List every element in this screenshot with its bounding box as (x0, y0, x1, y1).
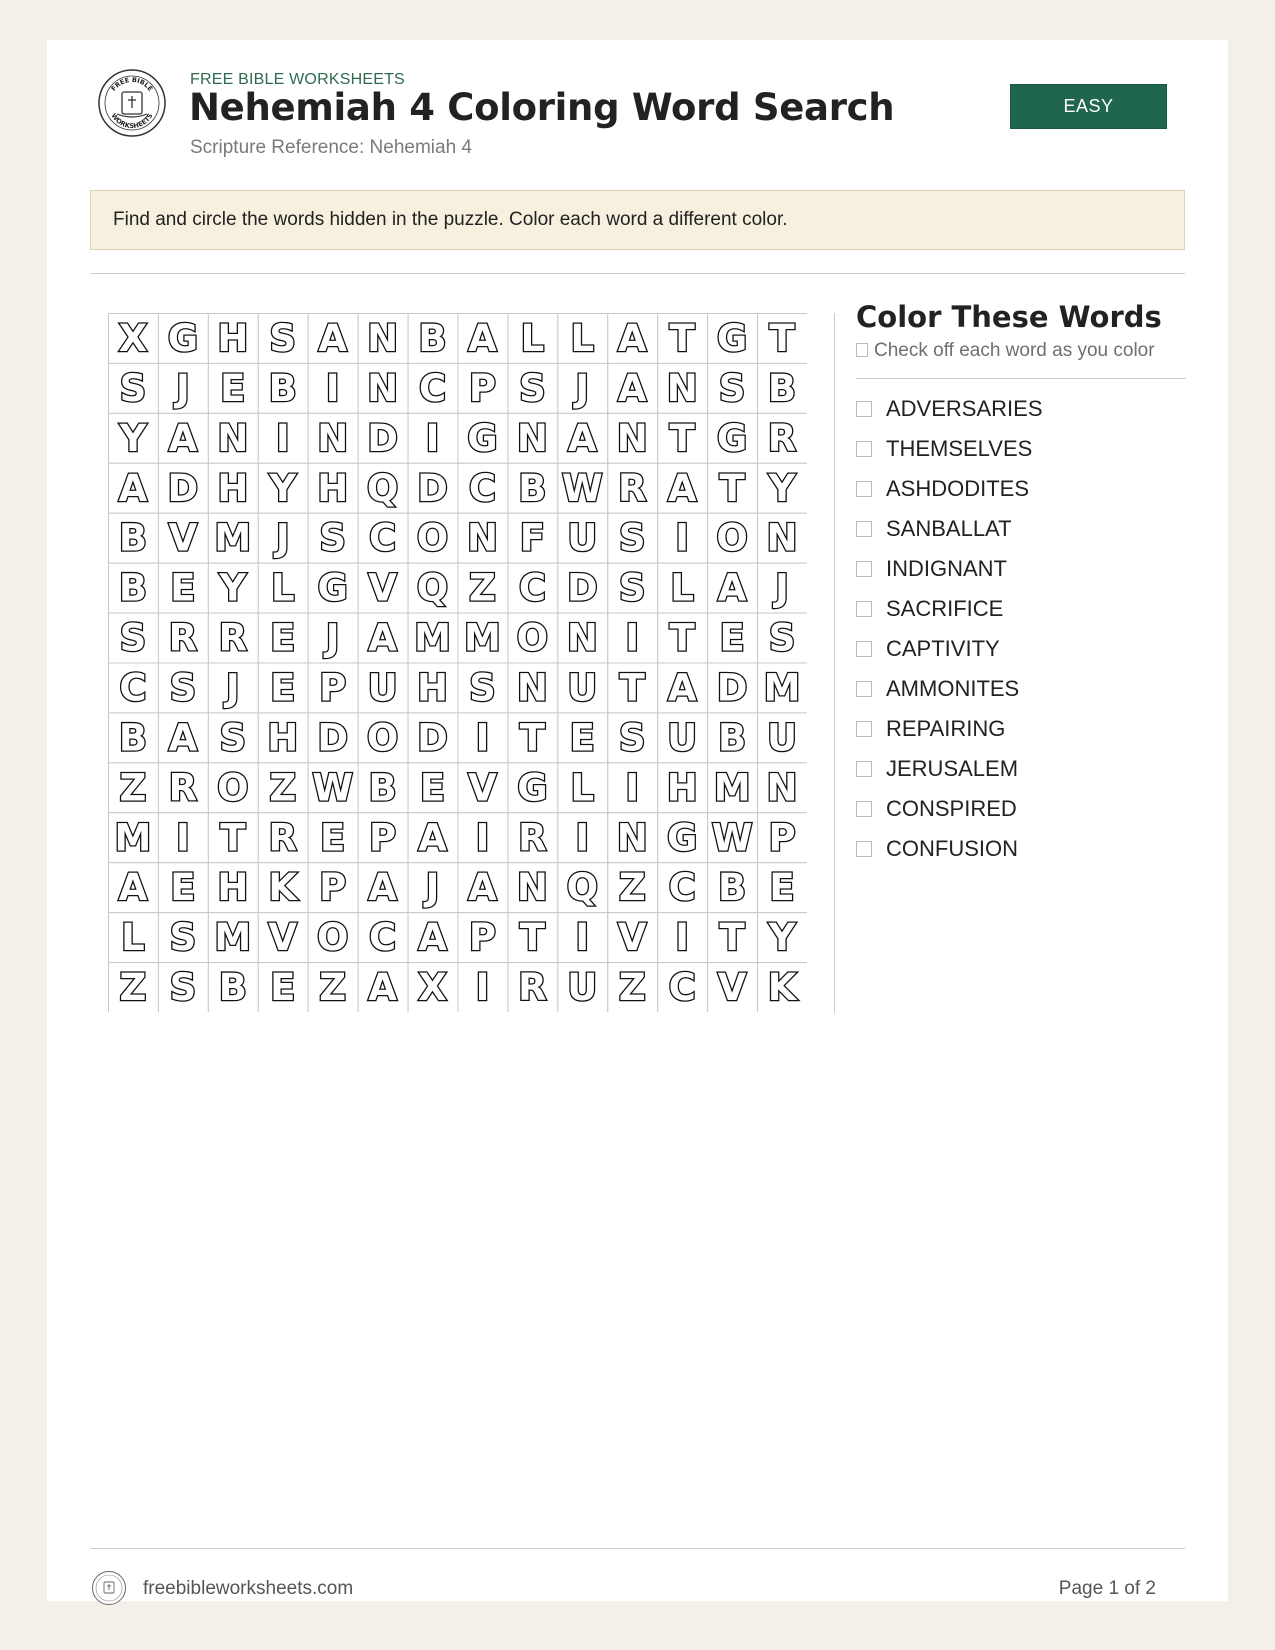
grid-letter: P (768, 816, 796, 860)
grid-letter: B (268, 366, 297, 410)
footer-logo-icon (91, 1570, 127, 1606)
grid-letter: N (317, 416, 349, 460)
grid-letter: O (316, 916, 349, 960)
grid-letter: S (618, 516, 646, 560)
grid-letter: S (169, 666, 197, 710)
grid-letter: G (467, 416, 498, 460)
grid-letter: I (325, 366, 340, 410)
word-item[interactable] (856, 469, 1186, 509)
grid-letter: S (119, 616, 147, 660)
grid-letter: A (717, 566, 747, 610)
grid-letter: P (369, 816, 397, 860)
instructions-box: Find and circle the words hidden in the puzzle. Color each word a different color. (90, 190, 1185, 250)
grid-letter: C (468, 466, 497, 510)
grid-letter: N (766, 516, 798, 560)
grid-letter: W (312, 766, 354, 810)
grid-letter: U (367, 666, 398, 710)
grid-letter: E (170, 566, 196, 610)
grid-letter: I (575, 816, 590, 860)
grid-letter: I (275, 416, 290, 460)
word-list-panel (856, 300, 1186, 869)
difficulty-badge: EASY (1010, 84, 1167, 129)
grid-letter: I (425, 416, 440, 460)
word-checkbox[interactable] (856, 601, 872, 617)
grid-letter: I (475, 966, 490, 1010)
grid-letter: M (214, 916, 252, 960)
grid-letter: T (669, 416, 695, 460)
grid-letter: I (625, 766, 640, 810)
grid-letter: G (517, 766, 548, 810)
grid-letter: S (219, 716, 247, 760)
grid-letter: S (718, 366, 746, 410)
grid-letter: J (425, 866, 440, 910)
grid-letter: Z (319, 966, 347, 1010)
grid-letter: V (717, 966, 747, 1010)
grid-letter: N (217, 416, 249, 460)
grid-letter: E (569, 716, 595, 760)
grid-letter: E (270, 616, 296, 660)
grid-letter: G (167, 316, 199, 360)
footer-divider (90, 1548, 1185, 1549)
grid-letter: O (516, 616, 549, 660)
grid-letter: H (417, 666, 449, 710)
word-label: REPAIRING (886, 716, 1006, 741)
grid-letter: G (317, 566, 348, 610)
grid-letter: W (711, 816, 753, 860)
grid-letter: W (561, 466, 603, 510)
grid-letter: J (325, 616, 340, 660)
grid-letter: J (275, 516, 290, 560)
svg-text:WORKSHEETS: WORKSHEETS (109, 111, 155, 131)
grid-letter: R (218, 616, 248, 660)
grid-letter: E (270, 966, 296, 1010)
grid-letter: L (270, 566, 295, 610)
grid-letter: J (176, 366, 190, 410)
grid-letter: A (368, 966, 397, 1010)
grid-letter: R (268, 816, 297, 860)
grid-letter: D (417, 466, 448, 510)
grid-letter: H (267, 716, 299, 760)
grid-letter: P (319, 866, 347, 910)
grid-letter: J (575, 366, 590, 410)
grid-letter: K (268, 866, 298, 910)
word-label: JERUSALEM (886, 756, 1019, 781)
grid-letter: U (567, 966, 598, 1010)
word-item[interactable] (856, 629, 1186, 669)
grid-letter: M (713, 766, 751, 810)
grid-letter: K (767, 966, 797, 1010)
grid-letter: A (168, 416, 198, 460)
grid-letter: S (319, 516, 347, 560)
grid-letter: E (719, 616, 745, 660)
grid-letter: N (766, 766, 798, 810)
grid-letter: V (368, 566, 397, 610)
grid-letter: A (168, 716, 198, 760)
grid-letter: B (718, 716, 747, 760)
grid-letter: S (618, 566, 646, 610)
page-number: Page 1 of 2 (1058, 1578, 1156, 1599)
grid-letter: B (218, 966, 247, 1010)
grid-letter: Q (416, 566, 449, 610)
grid-letter: C (369, 916, 397, 960)
grid-letter: Z (119, 766, 147, 810)
grid-letter: I (675, 516, 690, 560)
grid-letter: Q (366, 466, 399, 510)
word-label: ASHDODITES (886, 476, 1030, 501)
grid-letter: T (719, 916, 745, 960)
grid-letter: M (114, 816, 152, 860)
grid-letter: E (320, 816, 346, 860)
grid-letter: U (567, 666, 598, 710)
word-item[interactable] (856, 749, 1186, 789)
grid-letter: A (617, 366, 647, 410)
grid-letter: A (667, 666, 697, 710)
grid-letter: S (618, 716, 646, 760)
grid-letter: I (176, 816, 190, 860)
word-checkbox[interactable] (856, 721, 872, 737)
grid-letter: Q (566, 866, 599, 910)
grid-letter: V (268, 916, 298, 960)
grid-letter: Z (618, 866, 646, 910)
word-label: SANBALLAT (886, 516, 1012, 541)
grid-letter: N (466, 516, 498, 560)
grid-letter: B (118, 716, 148, 760)
grid-letter: C (369, 516, 397, 560)
grid-letter: C (418, 366, 447, 410)
grid-letter: I (575, 916, 590, 960)
grid-letter: L (570, 316, 595, 360)
scripture-reference: Scripture Reference: Nehemiah 4 (190, 137, 472, 158)
grid-letter: N (367, 316, 399, 360)
grid-letter: H (666, 766, 698, 810)
grid-letter: C (668, 866, 696, 910)
grid-letter: S (269, 316, 297, 360)
grid-letter: T (619, 666, 645, 710)
grid-letter: N (516, 866, 548, 910)
word-label: INDIGNANT (886, 556, 1007, 581)
word-label: THEMSELVES (886, 436, 1033, 461)
grid-letter: X (118, 316, 148, 360)
grid-letter: G (716, 416, 748, 460)
grid-letter: N (616, 416, 648, 460)
grid-letter: J (775, 566, 789, 610)
grid-letter: T (669, 316, 695, 360)
grid-letter: H (217, 466, 249, 510)
grid-letter: O (217, 766, 249, 810)
grid-letter: T (719, 466, 745, 510)
grid-letter: T (519, 716, 546, 760)
grid-letter: P (468, 366, 497, 410)
grid-letter: E (220, 366, 246, 410)
grid-letter: H (217, 316, 249, 360)
bible-logo-icon (97, 68, 167, 138)
word-item[interactable] (856, 829, 1186, 869)
grid-letter: D (317, 716, 349, 760)
word-label: CONFUSION (886, 836, 1018, 861)
word-checkbox[interactable] (856, 401, 872, 417)
grid-letter: P (319, 666, 347, 710)
grid-letter: N (616, 816, 648, 860)
grid-letter: R (168, 616, 198, 660)
grid-letter: E (170, 866, 196, 910)
grid-letter: D (417, 716, 448, 760)
grid-letter: B (518, 466, 547, 510)
grid-letter: D (566, 566, 598, 610)
grid-letter: Z (269, 766, 297, 810)
grid-letter: N (516, 666, 548, 710)
grid-letter: X (418, 966, 447, 1010)
grid-letter: U (667, 716, 698, 760)
grid-letter: S (469, 666, 496, 710)
grid-letter: V (168, 516, 198, 560)
grid-letter: R (518, 966, 547, 1010)
grid-letter: A (468, 316, 497, 360)
grid-letter: F (519, 516, 546, 560)
word-item[interactable] (856, 429, 1186, 469)
divider (856, 378, 1186, 379)
word-list-hint-text: Check off each word as you color (874, 340, 1155, 361)
grid-letter: B (718, 866, 747, 910)
grid-letter: Z (469, 566, 496, 610)
grid-letter: Z (119, 966, 147, 1010)
grid-letter: A (118, 466, 148, 510)
word-list (856, 389, 1186, 869)
grid-letter: V (617, 916, 647, 960)
grid-letter: O (716, 516, 748, 560)
word-item[interactable] (856, 709, 1186, 749)
grid-letter: T (669, 616, 695, 660)
word-item[interactable] (856, 589, 1186, 629)
grid-letter: N (566, 616, 598, 660)
grid-letter: A (418, 816, 447, 860)
grid-letter: A (118, 866, 148, 910)
word-checkbox[interactable] (856, 441, 872, 457)
grid-letter: V (468, 766, 497, 810)
grid-letter: A (368, 616, 397, 660)
grid-letter: D (716, 666, 748, 710)
grid-letter: B (118, 516, 148, 560)
grid-letter: I (625, 616, 640, 660)
word-checkbox[interactable] (856, 481, 872, 497)
worksheet-page (47, 40, 1228, 1601)
grid-letter: T (519, 916, 546, 960)
grid-letter: R (618, 466, 647, 510)
word-label: AMMONITES (886, 676, 1020, 701)
grid-letter: E (769, 866, 795, 910)
word-label: CONSPIRED (886, 796, 1017, 821)
grid-letter: B (418, 316, 447, 360)
grid-letter: O (366, 716, 399, 760)
grid-letter: S (119, 366, 147, 410)
page-title: Nehemiah 4 Coloring Word Search (189, 86, 895, 129)
word-checkbox[interactable] (856, 801, 872, 817)
grid-letter: M (763, 666, 801, 710)
grid-letter: G (666, 816, 698, 860)
grid-letter: S (519, 366, 546, 410)
grid-letter: Y (119, 416, 147, 460)
vertical-divider (834, 313, 835, 1013)
grid-letter: A (418, 916, 447, 960)
word-list-heading: Color These Words (856, 300, 1162, 334)
word-label: SACRIFICE (886, 596, 1004, 621)
grid-letter: R (518, 816, 547, 860)
word-label: CAPTIVITY (886, 636, 1000, 661)
grid-letter: T (220, 816, 246, 860)
grid-letter: N (516, 416, 548, 460)
grid-letter: N (666, 366, 698, 410)
grid-letter: Z (618, 966, 646, 1010)
word-checkbox[interactable] (856, 681, 872, 697)
grid-letter: L (520, 316, 545, 360)
footer-website: freebibleworksheets.com (143, 1578, 354, 1599)
word-search-grid (108, 313, 807, 1012)
grid-letter: A (617, 316, 647, 360)
grid-letter: L (570, 766, 595, 810)
grid-letter: M (214, 516, 252, 560)
grid-letter: I (475, 816, 490, 860)
word-label: ADVERSARIES (886, 396, 1043, 421)
word-item[interactable] (856, 389, 1186, 429)
grid-letter: B (118, 566, 148, 610)
grid-letter: S (768, 616, 796, 660)
grid-letter: M (414, 616, 451, 660)
grid-letter: N (367, 366, 399, 410)
grid-letter: P (468, 916, 497, 960)
grid-letter: U (567, 516, 598, 560)
grid-letter: M (464, 616, 501, 660)
word-checkbox[interactable] (856, 641, 872, 657)
word-checkbox[interactable] (856, 521, 872, 537)
grid-letter: L (670, 566, 694, 610)
grid-letter: Y (768, 916, 796, 960)
word-checkbox[interactable] (856, 761, 872, 777)
word-checkbox[interactable] (856, 561, 872, 577)
grid-letter: A (568, 416, 597, 460)
grid-letter: O (416, 516, 449, 560)
grid-letter: U (767, 716, 798, 760)
grid-letter: B (368, 766, 397, 810)
grid-letter: E (270, 666, 296, 710)
svg-text:FREE BIBLE: FREE BIBLE (109, 75, 155, 93)
grid-letter: D (167, 466, 199, 510)
grid-letter: A (468, 866, 497, 910)
grid-letter: C (119, 666, 147, 710)
grid-letter: S (169, 966, 197, 1010)
grid-letter: D (367, 416, 398, 460)
grid-letter: A (667, 466, 697, 510)
grid-letter: J (225, 666, 240, 710)
grid-letter: A (318, 316, 347, 360)
grid-letter: C (518, 566, 546, 610)
grid-letter: S (169, 916, 197, 960)
grid-letter: I (675, 916, 690, 960)
grid-letter: R (767, 416, 797, 460)
brand-name: FREE BIBLE WORKSHEETS (190, 71, 405, 88)
divider (90, 273, 1185, 274)
word-item[interactable] (856, 789, 1186, 829)
grid-letter: H (217, 866, 249, 910)
word-item[interactable] (856, 549, 1186, 589)
grid-letter: Y (768, 466, 796, 510)
grid-letter: C (668, 966, 696, 1010)
word-list-hint (856, 340, 1186, 362)
grid-letter: Y (219, 566, 247, 610)
grid-letter: B (767, 366, 797, 410)
grid-letter: L (121, 916, 145, 960)
grid-letter: H (317, 466, 349, 510)
word-item[interactable] (856, 669, 1186, 709)
grid-letter: E (419, 766, 446, 810)
checkbox-icon (856, 343, 868, 357)
grid-letter: I (475, 716, 490, 760)
grid-letter: R (168, 766, 198, 810)
grid-letter: T (769, 316, 795, 360)
word-checkbox[interactable] (856, 841, 872, 857)
grid-letter: A (368, 866, 397, 910)
word-item[interactable] (856, 509, 1186, 549)
grid-letter: Y (269, 466, 297, 510)
grid-letter: G (716, 316, 748, 360)
